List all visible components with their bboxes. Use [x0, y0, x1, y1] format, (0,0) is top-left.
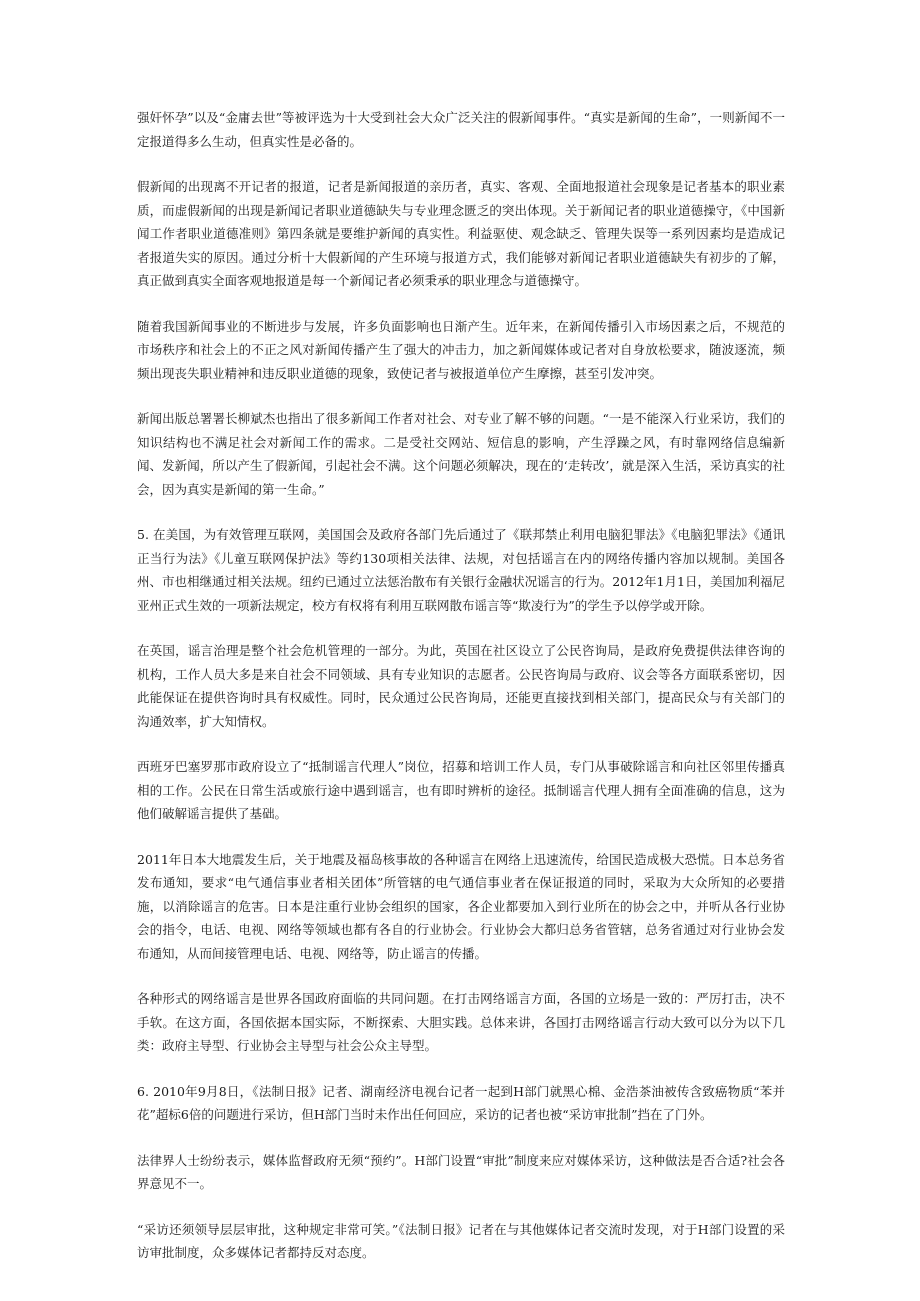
- paragraph-journalist-ethics: 假新闻的出现离不开记者的报道，记者是新闻报道的亲历者，真实、客观、全面地报道社会现象是记者基本的职业素质，而虚假新闻的出现是新闻记者职业道德缺失与专业理念匮乏的突出体现。关于新闻记者的职业道德操守，《中国新闻工作者职业道德准则》第四条就是要维护新闻的真实性。利益驱使、观念缺乏、管理失误等一系列因素均是造成记者报道失实的原因。通过分析十大假新闻的产生环境与报道方式，我们能够对新闻记者职业道德缺失有初步的了解，真正做到真实全面客观地报道是每一个新闻记者必须秉承的职业理念与道德操守。: [137, 179, 785, 288]
- paragraph-global-rumor-fight: 各种形式的网络谣言是世界各国政府面临的共同问题。在打击网络谣言方面，各国的立场是一致的：严厉打击，决不手软。在这方面，各国依据本国实际，不断探索、大胆实践。总体来讲，各国打击网络谣言行动大致可以分为以下几类：政府主导型、行业协会主导型与社会公众主导型。: [137, 991, 785, 1053]
- paragraph-fake-news-events: 强奸怀孕”以及“金庸去世”等被评选为十大受到社会大众广泛关注的假新闻事件。“真实是新闻的生命”，一则新闻不一定报道得多么生动，但真实性是必备的。: [137, 110, 785, 149]
- paragraph-market-impact: 随着我国新闻事业的不断进步与发展，许多负面影响也日渐产生。近年来，在新闻传播引入市场因素之后，不规范的市场秩序和社会上的不正之风对新闻传播产生了强大的冲击力，加之新闻媒体或记者对自身放松要求，随波逐流，频频出现丧失职业精神和违反职业道德的现象，致使记者与被报道单位产生摩擦，甚至引发冲突。: [137, 318, 785, 381]
- paragraph-legal-opinions: 法律界人士纷纷表示，媒体监督政府无须“预约”。H部门设置“审批”制度来应对媒体采访，这种做法是否合适?社会各界意见不一。: [137, 1152, 785, 1191]
- paragraph-uk-citizens-advice: 在英国，谣言治理是整个社会危机管理的一部分。为此，英国在社区设立了公民咨询局，是政府免费提供法律咨询的机构，工作人员大多是来自社会不同领域、具有专业知识的志愿者。公民咨询局与政府、议会等各方面联系密切，因此能保证在提供咨询时具有权威性。同时，民众通过公民咨询局，还能更直接找到相关部门，提高民众与有关部门的沟通效率，扩大知情权。: [137, 643, 785, 729]
- document-body: [137, 106, 785, 1287]
- paragraph-legal-daily-interview: 6. 2010年9月8日，《法制日报》记者、湖南经济电视台记者一起到H部门就黑心棉、金浩茶油被传含致癌物质“苯并花”超标6倍的问题进行采访，但H部门当时未作出任何回应，采访的记者也被“采访审批制”挡在了门外。: [137, 1083, 785, 1122]
- paragraph-reporters-opposition: “采访还须领导层层审批，这种规定非常可笑。”《法制日报》记者在与其他媒体记者交流时发现，对于H部门设置的采访审批制度，众多媒体记者都持反对态度。: [137, 1221, 785, 1260]
- paragraph-barcelona-rumor-agents: 西班牙巴塞罗那市政府设立了“抵制谣言代理人”岗位，招募和培训工作人员，专门从事破除谣言和向社区邻里传播真相的工作。公民在日常生活或旅行途中遇到谣言，也有即时辨析的途径。抵制谣言代理人拥有全面准确的信息，这为他们破解谣言提供了基础。: [137, 759, 785, 821]
- paragraph-japan-earthquake: 2011年日本大地震发生后，关于地震及福岛核事故的各种谣言在网络上迅速流传，给国民造成极大恐慌。日本总务省发布通知，要求“电气通信事业者相关团体”所管辖的电气通信事业者在保证报道的同时，采取为大众所知的必要措施，以消除谣言的危害。日本是注重行业协会组织的国家，各企业都要加入到行业所在的协会之中，并听从各行业协会的指令，电话、电视、网络等领域也都有各自的行业协会。行业协会大都归总务省管辖，总务省通过对行业协会发布通知，从而间接管理电话、电视、网络等，防止谣言的传播。: [137, 851, 785, 961]
- paragraph-liu-binjie-quote: 新闻出版总署署长柳斌杰也指出了很多新闻工作者对社会、对专业了解不够的问题。“一是不能深入行业采访，我们的知识结构也不满足社会对新闻工作的需求。二是受社交网站、短信息的影响，产生浮躁之风，有时靠网络信息编新闻、发新闻，所以产生了假新闻，引起社会不满。这个问题必须解决，现在的‘走转改’，就是深入生活，采访真实的社会，因为真实是新闻的第一生命。”: [137, 411, 785, 497]
- paragraph-usa-internet-law: 5. 在美国，为有效管理互联网，美国国会及政府各部门先后通过了《联邦禁止利用电脑犯罪法》《电脑犯罪法》《通讯正当行为法》《儿童互联网保护法》等约130项相关法律、法规，对包括谣言在内的网络传播内容加以规制。美国各州、市也相继通过相关法规。纽约已通过立法惩治散布有关银行金融状况谣言的行为。2012年1月1日，美国加利福尼亚州正式生效的一项新法规定，校方有权将有利用互联网散布谣言等“欺凌行为”的学生予以停学或开除。: [137, 527, 785, 613]
